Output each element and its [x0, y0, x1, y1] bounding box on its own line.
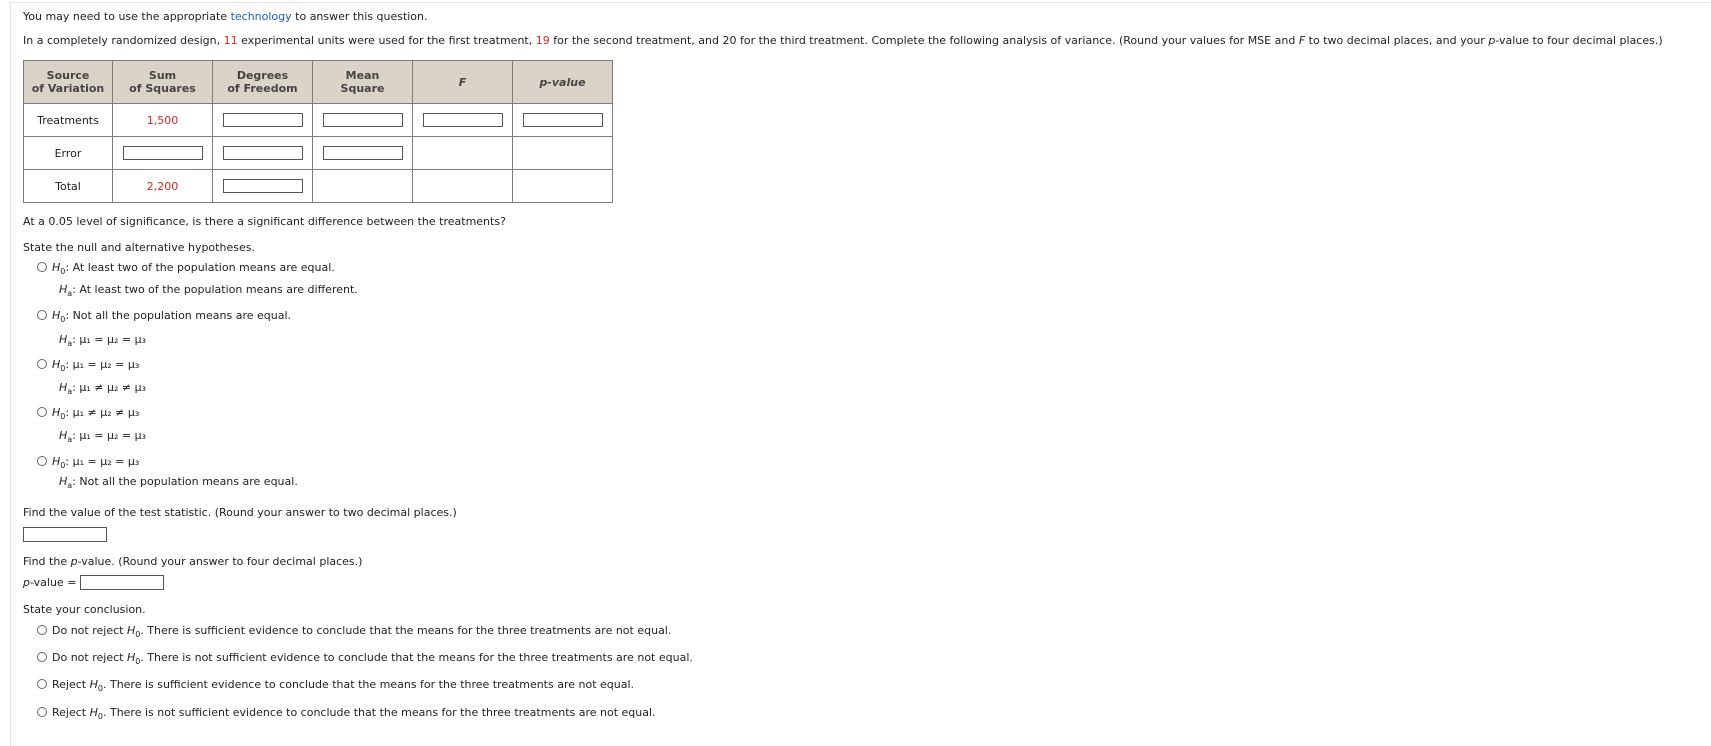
- sub-0: 0: [97, 684, 103, 693]
- problem-part-4: to two decimal places, and your: [1305, 34, 1489, 47]
- header-source-line2: of Variation: [31, 82, 105, 95]
- anova-header-row: [24, 61, 613, 104]
- c2-post: . There is not sufficient evidence to conclude that the means for the three treatments are not equal.: [140, 651, 693, 664]
- conclusion-option-1[interactable]: [37, 624, 671, 637]
- header-f: [413, 61, 513, 104]
- h-symbol: H: [59, 429, 68, 442]
- header-p-value: [513, 61, 613, 104]
- hypothesis-option-2[interactable]: [37, 309, 291, 322]
- h-symbol: H: [52, 309, 61, 322]
- sub-a: a: [67, 481, 73, 490]
- intro-post: to answer this question.: [291, 10, 428, 23]
- header-source-line1: Source: [46, 69, 90, 82]
- conclusion-option-3[interactable]: [37, 678, 634, 691]
- treatments-row: [24, 104, 613, 137]
- conclusion-option-4[interactable]: [37, 706, 656, 719]
- c1-pre: Do not reject: [52, 624, 127, 637]
- option-3-ha-text: : μ₁ ≠ μ₂ ≠ μ₃: [72, 381, 147, 394]
- hypothesis-option-4-ha: [59, 429, 146, 442]
- h-symbol: H: [59, 333, 68, 346]
- header-ms-line2: Square: [340, 82, 385, 95]
- treatments-ms-input[interactable]: [323, 113, 403, 127]
- error-f-cell: [413, 137, 513, 170]
- error-pvalue-cell: [513, 137, 613, 170]
- hypothesis-option-2-ha: [59, 333, 146, 346]
- h-symbol: H: [126, 651, 136, 664]
- h-symbol: H: [89, 678, 98, 691]
- sub-0: 0: [60, 364, 66, 373]
- sub-a: a: [67, 289, 73, 298]
- problem-f-symbol: F: [1298, 34, 1306, 47]
- error-ms-input[interactable]: [323, 146, 403, 160]
- treatments-pvalue-cell: [513, 104, 613, 137]
- option-4-h0-text: : μ₁ ≠ μ₂ ≠ μ₃: [65, 406, 140, 419]
- problem-part-5: -value to four decimal places.): [1495, 34, 1663, 47]
- total-label: Total: [24, 170, 113, 203]
- header-df-line1: Degrees: [236, 69, 289, 82]
- header-mean-square: [313, 61, 413, 104]
- error-ms-cell: [313, 137, 413, 170]
- technology-link[interactable]: technology: [230, 10, 292, 23]
- radio-button[interactable]: [37, 359, 47, 369]
- header-degrees-of-freedom: [213, 61, 313, 104]
- header-source: [24, 61, 113, 104]
- radio-button[interactable]: [37, 652, 47, 662]
- treatments-ms-cell: [313, 104, 413, 137]
- header-f-label: F: [458, 75, 467, 89]
- header-pvalue-label: p-value: [539, 75, 586, 89]
- header-sum-of-squares: [113, 61, 213, 104]
- h-symbol: H: [52, 406, 61, 419]
- radio-button[interactable]: [37, 679, 47, 689]
- error-ss-cell: [113, 137, 213, 170]
- hypothesis-option-3[interactable]: [37, 358, 139, 371]
- test-statistic-input[interactable]: [23, 527, 107, 542]
- hypothesis-option-1[interactable]: [37, 261, 335, 274]
- radio-button[interactable]: [37, 456, 47, 466]
- radio-button[interactable]: [37, 625, 47, 635]
- intro-pre: You may need to use the appropriate: [23, 10, 231, 23]
- c2-pre: Do not reject: [52, 651, 127, 664]
- h-symbol: H: [59, 475, 68, 488]
- sub-0: 0: [135, 630, 141, 639]
- radio-button[interactable]: [37, 262, 47, 272]
- problem-part-3: for the second treatment, and 20 for the third treatment. Complete the following analysis of variance. (Round your values for MSE and: [549, 34, 1299, 47]
- header-df-line2: of Freedom: [227, 82, 298, 95]
- option-5-h0-text: : μ₁ = μ₂ = μ₃: [65, 455, 140, 468]
- pvalue-label: [23, 576, 76, 589]
- total-pvalue-cell: [513, 170, 613, 203]
- error-df-cell: [213, 137, 313, 170]
- sub-0: 0: [60, 461, 66, 470]
- option-2-ha-text: : μ₁ = μ₂ = μ₃: [72, 333, 147, 346]
- sub-a: a: [67, 339, 73, 348]
- treatments-df-cell: [213, 104, 313, 137]
- anova-table: [23, 60, 613, 203]
- total-df-cell: [213, 170, 313, 203]
- treatments-label: Treatments: [24, 104, 113, 137]
- option-5-ha-text: : Not all the population means are equal.: [72, 475, 298, 488]
- treatments-ss-value: 1,500: [113, 104, 213, 137]
- total-ss-value: 2,200: [113, 170, 213, 203]
- pvalue-input[interactable]: [80, 575, 164, 590]
- pvalue-prompt: [23, 555, 362, 568]
- option-2-h0-text: : Not all the population means are equal.: [65, 309, 291, 322]
- sub-0: 0: [60, 412, 66, 421]
- pvalue-prompt-p: p: [70, 555, 78, 568]
- sub-0: 0: [60, 315, 66, 324]
- significance-question: At a 0.05 level of significance, is there a significant difference between the treatments?: [23, 215, 506, 228]
- radio-button[interactable]: [37, 407, 47, 417]
- pvalue-label-post: -value =: [29, 576, 77, 589]
- c3-pre: Reject: [52, 678, 90, 691]
- pvalue-prompt-post: -value. (Round your answer to four decimal places.): [77, 555, 363, 568]
- total-row: [24, 170, 613, 203]
- sub-0: 0: [135, 657, 141, 666]
- option-4-ha-text: : μ₁ = μ₂ = μ₃: [72, 429, 147, 442]
- h-symbol: H: [52, 358, 61, 371]
- header-ms-line1: Mean: [345, 69, 380, 82]
- sub-0: 0: [60, 267, 66, 276]
- h-symbol: H: [59, 283, 68, 296]
- hypothesis-option-5-ha: [59, 475, 298, 488]
- c3-post: . There is sufficient evidence to conclude that the means for the three treatments are not equal.: [102, 678, 635, 691]
- radio-button[interactable]: [37, 707, 47, 717]
- problem-part-1: In a completely randomized design,: [23, 34, 224, 47]
- hypotheses-prompt: State the null and alternative hypotheses.: [23, 241, 255, 254]
- option-3-h0-text: : μ₁ = μ₂ = μ₃: [65, 358, 140, 371]
- problem-n2: 19: [535, 34, 550, 47]
- error-ss-input[interactable]: [123, 146, 203, 160]
- problem-part-2: experimental units were used for the first treatment,: [237, 34, 536, 47]
- hypothesis-option-3-ha: [59, 381, 146, 394]
- hypothesis-option-1-ha: [59, 283, 358, 296]
- conclusion-prompt: State your conclusion.: [23, 603, 146, 616]
- h-symbol: H: [59, 381, 68, 394]
- option-1-ha-text: : At least two of the population means are different.: [72, 283, 358, 296]
- pvalue-prompt-pre: Find the: [23, 555, 71, 568]
- total-f-cell: [413, 170, 513, 203]
- treatments-f-input[interactable]: [423, 113, 503, 127]
- sub-a: a: [67, 435, 73, 444]
- treatments-df-input[interactable]: [223, 113, 303, 127]
- h-symbol: H: [52, 455, 61, 468]
- header-ss-line1: Sum: [148, 69, 177, 82]
- c4-pre: Reject: [52, 706, 90, 719]
- conclusion-option-2[interactable]: [37, 651, 693, 664]
- error-row: [24, 137, 613, 170]
- sub-0: 0: [97, 712, 103, 721]
- h-symbol: H: [89, 706, 98, 719]
- h-symbol: H: [126, 624, 136, 637]
- error-label: Error: [24, 137, 113, 170]
- hypothesis-option-4[interactable]: [37, 406, 139, 419]
- problem-p-symbol: p: [1488, 34, 1496, 47]
- treatments-f-cell: [413, 104, 513, 137]
- option-1-h0-text: : At least two of the population means are equal.: [65, 261, 335, 274]
- c4-post: . There is not sufficient evidence to conclude that the means for the three treatments are not equal.: [102, 706, 656, 719]
- h-symbol: H: [52, 261, 61, 274]
- error-df-input[interactable]: [223, 146, 303, 160]
- c1-post: . There is sufficient evidence to conclude that the means for the three treatments are not equal.: [140, 624, 672, 637]
- pvalue-label-p: p: [23, 576, 30, 589]
- test-statistic-prompt: Find the value of the test statistic. (Round your answer to two decimal places.): [23, 506, 457, 519]
- hypothesis-option-5[interactable]: [37, 455, 139, 468]
- total-ms-cell: [313, 170, 413, 203]
- sub-a: a: [67, 387, 73, 396]
- radio-button[interactable]: [37, 310, 47, 320]
- problem-statement: [23, 34, 1663, 47]
- problem-n1: 11: [223, 34, 238, 47]
- treatments-pvalue-input[interactable]: [523, 113, 603, 127]
- intro-text: [23, 10, 428, 23]
- total-df-input[interactable]: [223, 179, 303, 193]
- header-ss-line2: of Squares: [129, 82, 196, 95]
